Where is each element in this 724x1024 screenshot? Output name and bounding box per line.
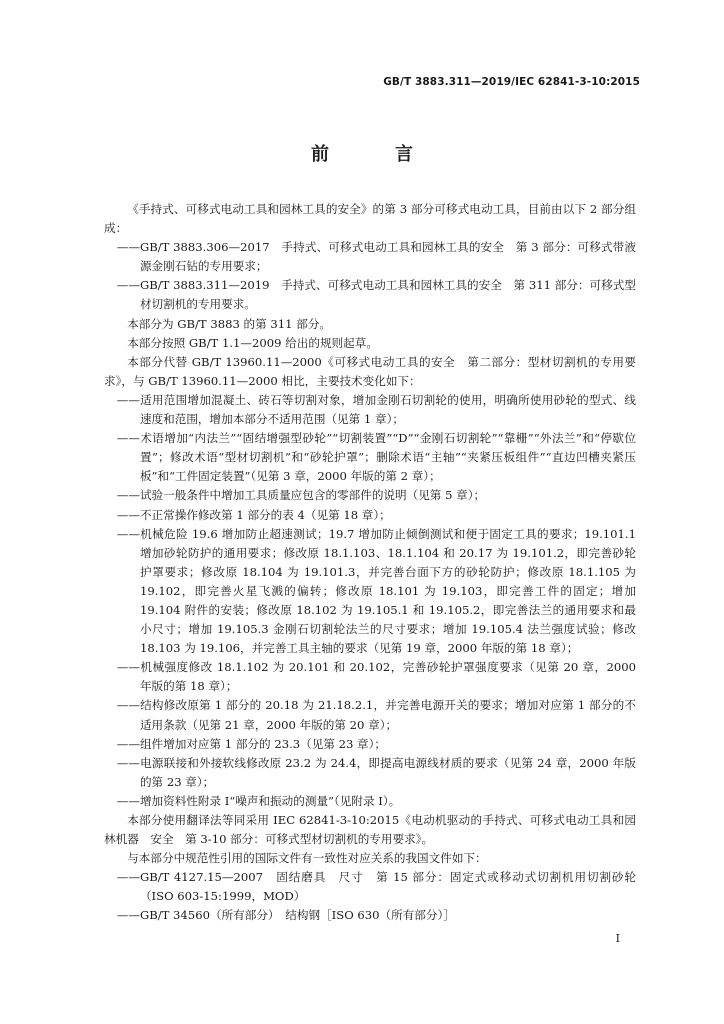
reference-item-gb-t-4127: ——GB/T 4127.15—2007 固结磨具 尺寸 第 15 部分：固定式或移动式切割机用切割砂轮（ISO 603-15:1999，MOD） [116, 870, 636, 904]
change-item-mechanical-strength: ——机械强度修改 18.1.102 为 20.101 和 20.102，完善砂轮护罩强度要求（见第 20 章，2000 年版的第 18 章）； [116, 660, 636, 694]
change-item-construction: ——结构修改原第 1 部分的 20.18 为 21.18.2.1，并完善电源开关的要求；增加对应第 1 部分的不适用条款（见第 21 章，2000 年版的第 20 章）； [116, 698, 636, 732]
change-item-terms: ——术语增加“内法兰”“固结增强型砂轮”“切割装置”“D”“金刚石切割轮”“靠栅”“外法兰”和“停歇位置”；修改术语“型材切割机”和“砂轮护罩”；删除术语“主轴”“夹紧压板组件”“直边凹槽夹紧压板”和“工件固定装置”（见第 3 章，2000 年版的第 2 章）； [116, 431, 636, 484]
page-title: 前 言 [311, 144, 437, 165]
paragraph-part-statement: 本部分为 GB/T 3883 的第 311 部分。 [127, 316, 332, 331]
change-item-scope: ——适用范围增加混凝土、砖石等切割对象，增加金刚石切割轮的使用，明确所使用砂轮的型式、线速度和范围，增加本部分不适用范围（见第 1 章）； [116, 392, 636, 427]
paragraph-replacement: 本部分代替 GB/T 13960.11—2000《可移式电动工具的安全 第二部分：型材切割机的专用要求》，与 GB/T 13960.11—2000 相比，主要技术变化如下： [104, 354, 636, 388]
standard-number-header: GB/T 3883.311—2019/IEC 62841-3-10:2015 [383, 76, 640, 88]
change-item-abnormal-operation: ——不正常操作修改第 1 部分的表 4（见第 18 章）； [116, 507, 391, 522]
paragraph-drafting-rules: 本部分按照 GB/T 1.1—2009 给出的规则起草。 [127, 335, 378, 350]
paragraph-correspondence: 与本部分中规范性引用的国际文件有一致性对应关系的我国文件如下： [127, 851, 487, 866]
list-item-part-306: ——GB/T 3883.306—2017 手持式、可移式电动工具和园林工具的安全 第 3 部分：可移式带液源金刚石钻的专用要求； [116, 240, 636, 274]
change-item-test-conditions: ——试验一般条件中增加工具质量应包含的零部件的说明（见第 5 章）； [116, 488, 486, 503]
change-item-mechanical-hazards: ——机械危险 19.6 增加防止超速测试；19.7 增加防止倾倒测试和便于固定工具的要求；19.101.1 增加砂轮防护的通用要求；修改原 18.1.103、18.1.104 和 20.17 为 19.101.2，即完善砂轮护罩要求；修改原 18.104 为 19.101.3，并完善台面下方的砂轮防护；修改原 18.1.105 为 19.102，即完善火星飞溅的偏转；修改原 18.101 为 19.103，即完善工件的固定；增加 19.104 附件的安装；修改原 18.102 为 19.105.1 和 19.105.2，即完善法兰的通用要求和最小尺寸；增加 19.105.3 金刚石切割轮法兰的尺寸要求；增加 19.105.4 法兰强度试验；修改 18.103 为 19.106，并完善工具主轴的要求（见第 19 章，2000 年版的第 18 章）； [116, 526, 636, 656]
page-number: I [615, 932, 620, 945]
change-item-annex-i: ——增加资料性附录 I“噪声和振动的测量”（见附录 I）。 [116, 793, 401, 808]
paragraph-adoption: 本部分使用翻译法等同采用 IEC 62841-3-10:2015《电动机驱动的手持式、可移式电动工具和园林机器 安全 第 3-10 部分：可移式型材切割机的专用要求》。 [104, 813, 636, 847]
change-item-components: ——组件增加对应第 1 部分的 23.3（见第 23 章）； [116, 736, 387, 751]
document-body [104, 200, 636, 926]
change-item-supply-connection: ——电源联接和外接软线修改原 23.2 为 24.4，即提高电源线材质的要求（见第 24 章，2000 年版的第 23 章）； [116, 755, 636, 789]
intro-paragraph: 《手持式、可移式电动工具和园林工具的安全》的第 3 部分可移式电动工具，目前由以下 2 部分组成： [104, 202, 636, 236]
list-item-part-311: ——GB/T 3883.311—2019 手持式、可移式电动工具和园林工具的安全 第 311 部分：可移式型材切割机的专用要求。 [116, 278, 636, 312]
reference-item-gb-t-34560: ——GB/T 34560（所有部分） 结构钢［ISO 630（所有部分）］ [116, 908, 455, 923]
